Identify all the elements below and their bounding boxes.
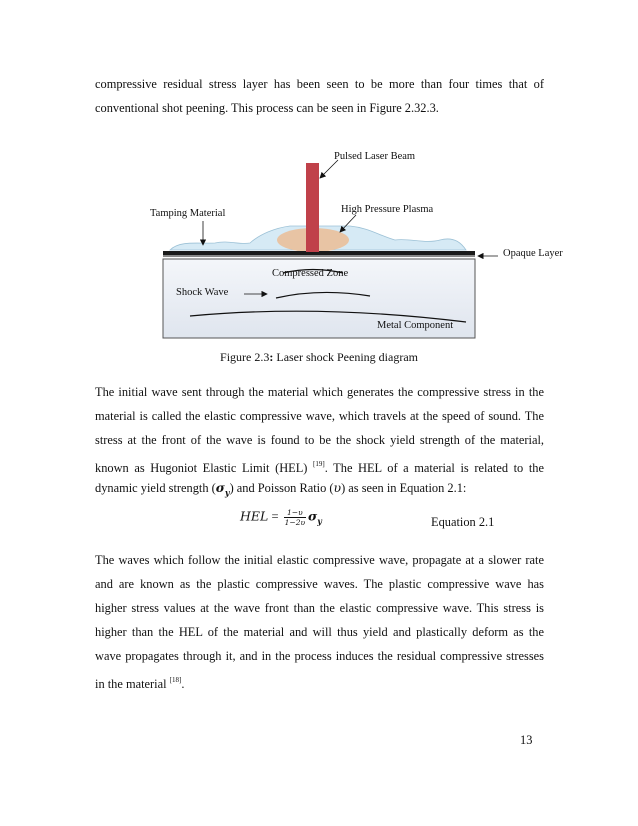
equation-numerator: 1−υ [284, 508, 306, 518]
caption-text: Laser shock Peening diagram [273, 350, 418, 364]
text-line: material is called the elastic compressive wave, which travels at the speed of sound. The [95, 409, 544, 423]
text-run: known as Hugoniot Elastic Limit (HEL) [95, 461, 308, 475]
equation-equals: = [268, 509, 282, 524]
equation-sigma-subscript: y [317, 515, 322, 526]
text-line: compressive residual stress layer has been seen to be more than four times that of [95, 77, 544, 91]
label-opaque-layer: Opaque Layer [503, 248, 563, 259]
pulsed-laser-beam [306, 163, 319, 252]
text-line: conventional shot peening. This process can be seen in Figure 2.32.3. [95, 101, 439, 115]
text-line [95, 452, 544, 476]
body-paragraph [95, 380, 544, 500]
label-metal-component: Metal Component [377, 320, 454, 331]
text-line: and are known as the plastic compressive waves. The plastic compressive wave has [95, 577, 544, 591]
figure-caption [0, 350, 638, 365]
text-line: higher stress values at the wave front than the elastic compressive wave. This stress is [95, 601, 544, 615]
text-line [95, 476, 544, 500]
text-line: higher than the HEL of the material and will thus yield and plastically deform as the [95, 625, 544, 639]
equation-sigma: σ [308, 508, 318, 524]
text-run: dynamic yield strength ( [95, 481, 216, 495]
text-run: . [181, 677, 185, 691]
caption-colon: : [269, 350, 274, 364]
text-run: ) and Poisson Ratio ( [229, 481, 334, 495]
equation-fraction [284, 508, 306, 527]
equation [240, 508, 322, 527]
label-compressed-zone: Compressed Zone [272, 268, 349, 279]
equation-label: Equation 2.1 [431, 515, 495, 529]
label-pulsed-laser-beam: Pulsed Laser Beam [334, 151, 416, 162]
text-line: stress at the front of the wave is found to be the shock yield strength of the material, [95, 433, 544, 447]
page-number: 13 [520, 733, 533, 747]
body-paragraph [95, 548, 544, 692]
text-run: ) as seen in Equation 2.1: [341, 481, 467, 495]
nu-symbol: υ [333, 480, 342, 495]
text-line: wave propagates through it, and in the process induces the residual compressive stresses [95, 649, 544, 663]
text-run: . The HEL of a material is related to the [324, 461, 544, 475]
figure-number: Figure 2.3 [220, 350, 270, 364]
text-line: The initial wave sent through the material which generates the compressive stress in the [95, 385, 544, 399]
pulsed-laser-beam-arrow [320, 160, 338, 178]
text-line [95, 668, 544, 692]
sigma-subscript: y [224, 487, 230, 498]
citation-ref: [19] [313, 460, 325, 468]
label-shock-wave: Shock Wave [176, 287, 229, 298]
sigma-symbol: σ [215, 480, 225, 495]
text-line: The waves which follow the initial elastic compressive wave, propagate at a slower rate [95, 553, 544, 567]
figure-diagram [0, 0, 638, 345]
equation-lhs: HEL [240, 508, 269, 524]
label-high-pressure-plasma: High Pressure Plasma [341, 204, 434, 215]
text-run: in the material [95, 677, 167, 691]
label-tamping-material: Tamping Material [150, 208, 226, 219]
equation-denominator: 1−2υ [284, 518, 306, 527]
citation-ref: [18] [169, 676, 182, 684]
